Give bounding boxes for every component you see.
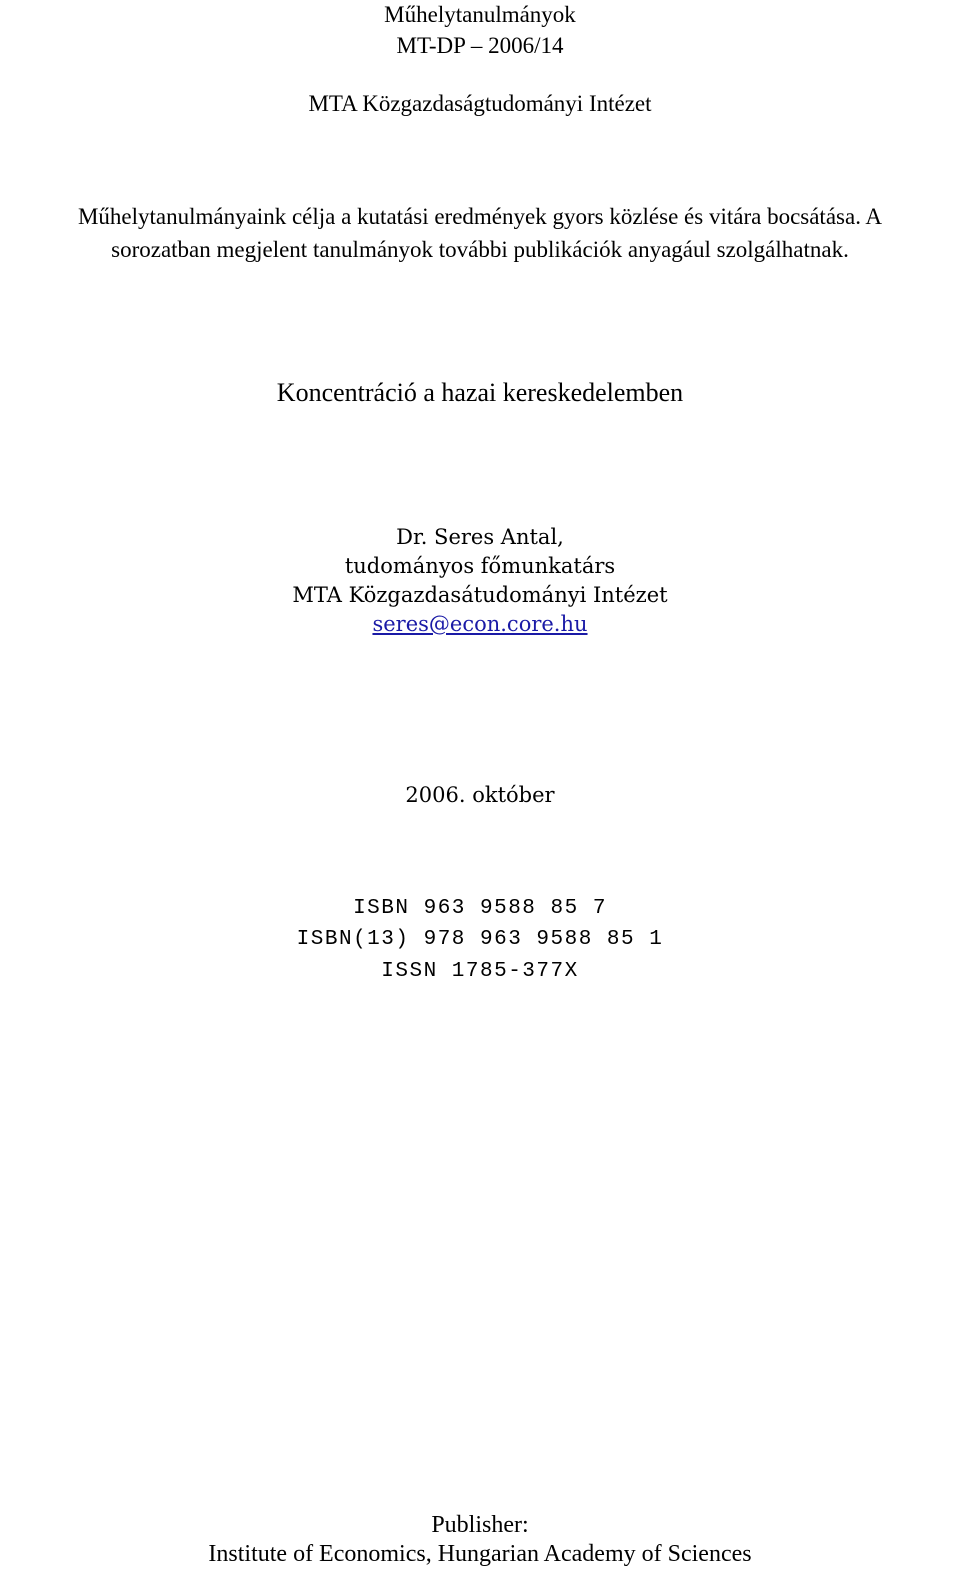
issn: ISSN 1785-377X [381, 960, 579, 983]
series-code: MT-DP – 2006/14 [396, 33, 564, 58]
author-email-link[interactable]: seres@econ.core.hu [372, 612, 588, 636]
series-purpose-line-2: sorozatban megjelent tanulmányok további publikációk anyagául szolgálhatnak. [111, 237, 849, 262]
author-role: tudományos főmunkatárs [344, 554, 616, 578]
series-title: Műhelytanulmányok [384, 2, 576, 27]
series-purpose-line-1: Műhelytanulmányaink célja a kutatási eredmények gyors közlése és vitára bocsátása. A [77, 204, 883, 229]
publisher-label: Publisher: [431, 1512, 529, 1538]
author-institute: MTA Közgazdasátudományi Intézet [292, 583, 668, 607]
isbn: ISBN 963 9588 85 7 [353, 897, 607, 920]
author-name: Dr. Seres Antal, [396, 525, 564, 549]
author-email-line [0, 609, 960, 639]
isbn13: ISBN(13) 978 963 9588 85 1 [296, 928, 664, 951]
paper-title: Koncentráció a hazai kereskedelemben [276, 378, 684, 407]
publisher-name: Institute of Economics, Hungarian Academy of Sciences [208, 1541, 752, 1567]
institute-name: MTA Közgazdaságtudományi Intézet [308, 91, 652, 116]
publication-date: 2006. október [405, 783, 555, 807]
